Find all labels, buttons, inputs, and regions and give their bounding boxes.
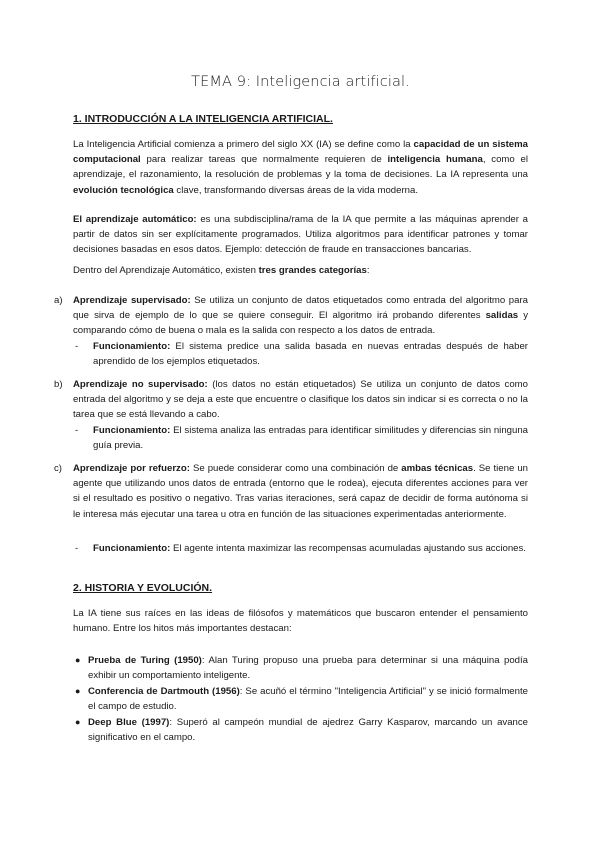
page-title: TEMA 9: Inteligencia artificial. <box>191 74 410 90</box>
section-heading-introduccion: 1. INTRODUCCIÓN A LA INTELIGENCIA ARTIFICIAL. <box>73 113 333 125</box>
list-item-supervisado: a) Aprendizaje supervisado: Se utiliza un conjunto de datos etiquetados como entrada del algoritmo para que sirva de ejemplo de lo que se quiere conseguir. El algoritmo irá probando diferentes salidas y comparando cómo de buena o mala es la salida con respecto a los datos de entrada. <box>54 295 528 337</box>
sub-item-funcionamiento-refuerzo: - Funcionamiento: El agente intenta maximizar las recompensas acumuladas ajustando sus acciones. <box>75 543 526 554</box>
bullet-item-dartmouth: ● Conferencia de Dartmouth (1956): Se acuñó el término "Inteligencia Artificial" y se inició formalmente el campo de estudio. <box>75 686 528 713</box>
paragraph-definicion-ia: La Inteligencia Artificial comienza a primero del siglo XX (IA) se define como la capacidad de un sistema computacional para realizar tareas que normalmente requieren de inteligencia humana, como el aprendizaje, el razonamiento, la resolución de problemas y la toma de decisiones. La IA representa una evolución tecnológica clave, transformando diversas áreas de la vida moderna. <box>73 139 528 196</box>
list-marker: b) <box>54 379 63 390</box>
list-marker: c) <box>54 463 62 474</box>
section-heading-historia: 2. HISTORIA Y EVOLUCIÓN. <box>73 582 213 594</box>
sub-item-funcionamiento-no-supervisado: - Funcionamiento: El sistema analiza las entradas para identificar similitudes y diferencias sin ninguna guía previa. <box>75 425 528 452</box>
list-marker: a) <box>54 295 63 306</box>
paragraph-categorias: Dentro del Aprendizaje Automático, existen tres grandes categorías: <box>73 265 370 276</box>
bullet-item-turing: ● Prueba de Turing (1950): Alan Turing propuso una prueba para determinar si una máquina podía exhibir un comportamiento inteligente. <box>75 655 529 682</box>
sub-item-funcionamiento-supervisado: - Funcionamiento: El sistema predice una salida basada en nuevas entradas después de haber aprendido de los ejemplos etiquetados. <box>75 341 528 368</box>
paragraph-historia-intro: La IA tiene sus raíces en las ideas de filósofos y matemáticos que buscaron entender el pensamiento humano. Entre los hitos más importantes destacan: <box>73 608 528 635</box>
bullet-item-deep-blue: ● Deep Blue (1997): Superó al campeón mundial de ajedrez Garry Kasparov, marcando un avance significativo en el campo. <box>75 717 529 744</box>
list-item-refuerzo: c) Aprendizaje por refuerzo: Se puede considerar como una combinación de ambas técnicas. Se tiene un agente que utilizando unos datos de entrada (entorno que le rodea), ejecuta diferentes acciones para ver si el resultado es positivo o negativo. Tras varias iteraciones, será capaz de decidir de forma autónoma si le interesa más ejecutar una tarea u otra en función de las situaciones experimentadas anteriormente. <box>54 463 529 520</box>
paragraph-aprendizaje-automatico: El aprendizaje automático: es una subdisciplina/rama de la IA que permite a las máquinas aprender a partir de datos sin ser explícitamente programados. Utiliza algoritmos para identificar patrones y tomar decisiones basadas en esos datos. Ejemplo: detección de fraude en transacciones bancarias. <box>73 214 528 256</box>
list-item-no-supervisado: b) Aprendizaje no supervisado: (los datos no están etiquetados) Se utiliza un conjunto de datos como entrada del algoritmo y se deja a este que encuentre o clasifique los datos sin indicar si es correcta o no la tarea que se está llevando a cabo. <box>54 379 528 421</box>
